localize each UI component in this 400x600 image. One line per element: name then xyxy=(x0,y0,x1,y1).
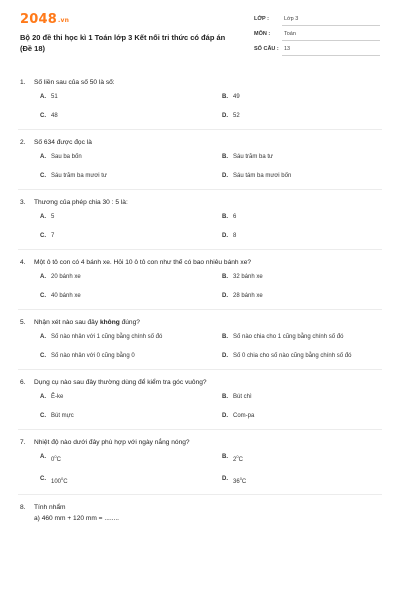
option-letter: B. xyxy=(222,94,228,100)
question-number: 5. xyxy=(20,319,26,326)
question-prompt: Số liền sau của số 50 là số: xyxy=(34,79,115,86)
option-text: Bút mực xyxy=(51,413,74,419)
option-b[interactable] xyxy=(200,153,382,162)
question-number: 3. xyxy=(20,199,26,206)
question-prompt: Dụng cụ nào sau đây thường dùng để kiểm tra góc vuông? xyxy=(34,379,207,386)
option-b[interactable] xyxy=(200,273,382,282)
question-8 xyxy=(18,503,382,522)
option-a[interactable] xyxy=(18,453,200,465)
option-text: Số nào chia cho 1 cũng bằng chính số đó xyxy=(233,334,344,340)
document-title: Bộ 20 đề thi học kì 1 Toán lớp 3 Kết nối tri thức có đáp án (Đề 18) xyxy=(20,33,226,53)
meta-value: Toán xyxy=(284,31,296,37)
divider xyxy=(18,129,382,130)
question-2 xyxy=(18,138,382,181)
meta-row-subject xyxy=(254,29,380,44)
divider xyxy=(18,189,382,190)
logo-text: 2048 xyxy=(20,12,57,27)
divider xyxy=(18,309,382,310)
question-number: 7. xyxy=(20,439,26,446)
option-a[interactable] xyxy=(18,153,200,162)
option-unit: C xyxy=(56,457,61,463)
question-prompt: Nhiệt độ nào dưới đây phù hợp với ngày nắng nóng? xyxy=(34,439,190,446)
option-d[interactable] xyxy=(200,412,382,421)
option-text: 32 bánh xe xyxy=(233,274,263,280)
meta-row-class xyxy=(254,14,380,29)
question-6 xyxy=(18,378,382,421)
options xyxy=(18,333,382,361)
option-letter: D. xyxy=(222,233,228,239)
question-prompt: Nhận xét nào sau đây xyxy=(34,319,100,326)
option-d[interactable] xyxy=(200,352,382,361)
question-number: 6. xyxy=(20,379,26,386)
option-text: Ê-ke xyxy=(51,394,64,400)
option-b[interactable] xyxy=(200,453,382,465)
options xyxy=(18,213,382,241)
divider xyxy=(18,494,382,495)
divider xyxy=(18,429,382,430)
option-letter: B. xyxy=(222,454,228,460)
question-text xyxy=(18,318,382,327)
option-d[interactable] xyxy=(200,172,382,181)
option-letter: B. xyxy=(222,334,228,340)
options xyxy=(18,393,382,421)
option-c[interactable] xyxy=(18,232,200,241)
question-4 xyxy=(18,258,382,301)
degree-mark: 0 xyxy=(54,454,57,459)
question-5 xyxy=(18,318,382,361)
options xyxy=(18,453,382,486)
option-letter: A. xyxy=(40,454,46,460)
option-text: 52 xyxy=(233,113,240,119)
option-d[interactable] xyxy=(200,112,382,121)
question-prompt-end: đúng? xyxy=(119,319,140,326)
option-text: Số 0 chia cho số nào cũng bằng chính số đó xyxy=(233,353,352,359)
option-a[interactable] xyxy=(18,213,200,222)
option-letter: A. xyxy=(40,334,46,340)
option-value: 36 xyxy=(233,478,240,485)
degree-mark: 0 xyxy=(239,475,242,481)
option-letter: C. xyxy=(40,233,46,239)
divider xyxy=(18,369,382,370)
option-c[interactable] xyxy=(18,292,200,301)
option-letter: C. xyxy=(40,353,46,359)
option-a[interactable] xyxy=(18,273,200,282)
question-text xyxy=(18,503,382,512)
option-letter: C. xyxy=(40,173,46,179)
question-prompt: Một ô tô con có 4 bánh xe. Hỏi 10 ô tô con như thế có bao nhiêu bánh xe? xyxy=(34,259,252,266)
question-number: 8. xyxy=(20,504,26,511)
option-b[interactable] xyxy=(200,213,382,222)
divider xyxy=(18,249,382,250)
option-letter: A. xyxy=(40,394,46,400)
option-text: 6 xyxy=(233,214,237,220)
meta-label: SỐ CÂU : xyxy=(254,46,279,52)
option-unit: C xyxy=(241,478,247,485)
option-letter: A. xyxy=(40,274,46,280)
question-1 xyxy=(18,78,382,121)
option-text: 49 xyxy=(233,94,240,100)
option-text: Sau ba bốn xyxy=(51,154,82,160)
question-number: 1. xyxy=(20,79,26,86)
option-unit: C xyxy=(238,457,243,463)
option-a[interactable] xyxy=(18,333,200,342)
option-letter: B. xyxy=(222,394,228,400)
option-text: 5 xyxy=(51,214,55,220)
option-letter: D. xyxy=(222,173,228,179)
option-text: Bút chì xyxy=(233,394,252,400)
option-c[interactable] xyxy=(18,352,200,361)
meta-row-count xyxy=(254,44,380,59)
question-text xyxy=(18,378,382,387)
options xyxy=(18,153,382,181)
meta-value: Lớp 3 xyxy=(284,16,299,22)
option-value: 0 xyxy=(51,457,55,463)
option-letter: C. xyxy=(40,475,46,482)
option-unit: C xyxy=(63,478,68,485)
option-value: 2 xyxy=(233,457,237,463)
question-number: 4. xyxy=(20,259,26,266)
degree-mark: 0 xyxy=(61,475,64,481)
option-text: 20 bánh xe xyxy=(51,274,81,280)
option-a[interactable] xyxy=(18,393,200,402)
meta-label: MÔN : xyxy=(254,31,271,37)
question-7 xyxy=(18,438,382,486)
option-text: 8 xyxy=(233,233,237,239)
options xyxy=(18,273,382,301)
option-text: Số nào nhân với 1 cũng bằng chính số đó xyxy=(51,334,163,340)
meta-box xyxy=(254,14,380,59)
option-b[interactable] xyxy=(200,393,382,402)
option-letter: C. xyxy=(40,113,46,119)
option-letter: B. xyxy=(222,154,228,160)
option-text: Com-pa xyxy=(233,413,255,419)
option-letter: D. xyxy=(222,353,228,359)
option-value: 100 xyxy=(51,478,62,485)
meta-value: 13 xyxy=(284,46,291,52)
question-text xyxy=(18,198,382,207)
question-text xyxy=(18,78,382,87)
option-b[interactable] xyxy=(200,333,382,342)
option-c[interactable] xyxy=(18,412,200,421)
divider xyxy=(282,40,380,41)
option-letter: B. xyxy=(222,274,228,280)
question-prompt: Số 634 được đọc là xyxy=(34,139,92,146)
question-text xyxy=(18,138,382,147)
option-b[interactable] xyxy=(200,93,382,102)
question-3 xyxy=(18,198,382,241)
option-letter: C. xyxy=(40,293,46,299)
option-letter: A. xyxy=(40,154,46,160)
question-text xyxy=(18,258,382,267)
document-header xyxy=(0,0,400,72)
option-letter: C. xyxy=(40,413,46,419)
option-d[interactable] xyxy=(200,475,382,487)
degree-mark: 0 xyxy=(236,454,239,459)
option-letter: A. xyxy=(40,94,46,100)
divider xyxy=(282,25,380,26)
option-a[interactable] xyxy=(18,93,200,102)
logo-suffix: .vn xyxy=(57,17,70,24)
option-text: Sáu trăm ba mươi tư xyxy=(51,173,107,179)
option-text: 51 xyxy=(51,94,58,100)
meta-label: LỚP : xyxy=(254,16,269,22)
option-c[interactable] xyxy=(18,475,200,487)
option-text: Sáu tám ba mươi bốn xyxy=(233,173,292,179)
option-text: 40 bánh xe xyxy=(51,293,81,299)
sub-question: a) 460 mm + 120 mm = ........ xyxy=(34,515,120,522)
question-list xyxy=(18,78,382,522)
options xyxy=(18,93,382,121)
option-letter: D. xyxy=(222,113,228,119)
option-letter: D. xyxy=(222,475,228,482)
option-letter: D. xyxy=(222,293,228,299)
option-c[interactable] xyxy=(18,172,200,181)
option-text: 7 xyxy=(51,233,55,239)
question-text xyxy=(18,438,382,447)
divider xyxy=(282,55,380,56)
option-d[interactable] xyxy=(200,232,382,241)
option-c[interactable] xyxy=(18,112,200,121)
option-d[interactable] xyxy=(200,292,382,301)
option-text: Sáu trăm ba tư xyxy=(233,154,274,160)
question-number: 2. xyxy=(20,139,26,146)
option-text: Số nào nhân với 0 cũng bằng 0 xyxy=(51,353,135,359)
option-letter: A. xyxy=(40,214,46,220)
question-prompt: Tính nhẩm xyxy=(34,504,66,511)
site-logo[interactable] xyxy=(20,12,69,27)
option-text: 48 xyxy=(51,113,58,119)
option-letter: B. xyxy=(222,214,228,220)
emphasis: không xyxy=(99,319,120,326)
option-letter: D. xyxy=(222,413,228,419)
question-prompt: Thương của phép chia 30 : 5 là: xyxy=(34,199,128,206)
option-text: 28 bánh xe xyxy=(233,293,263,299)
